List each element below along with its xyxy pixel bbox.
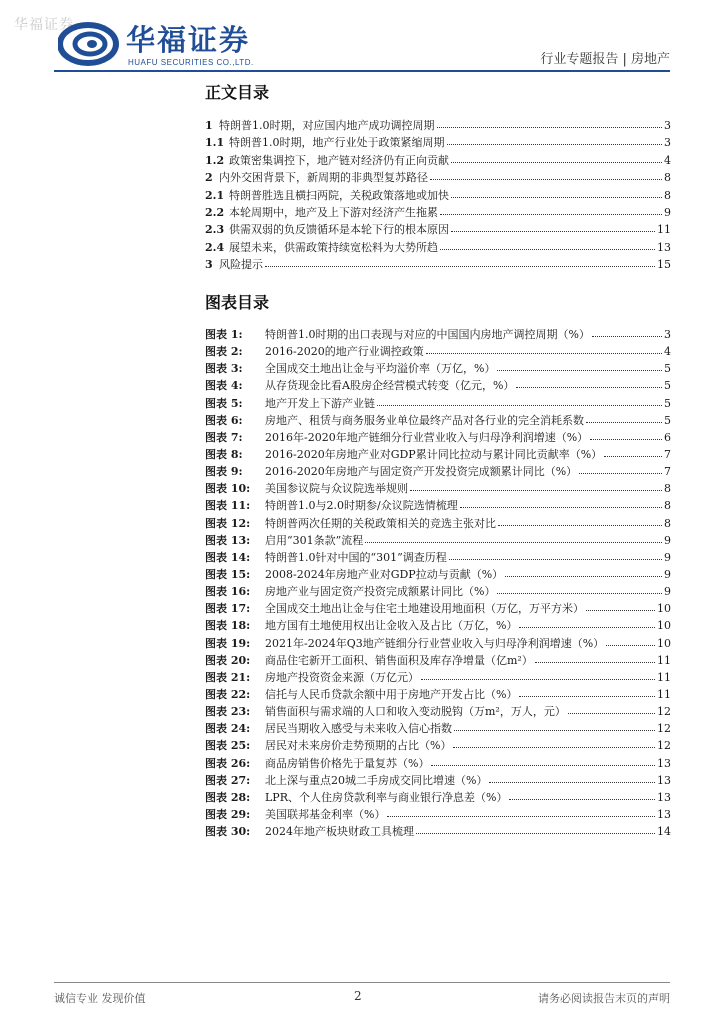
toc-entry-text: 内外交困背景下，新周期的非典型复苏路径 (219, 171, 428, 185)
figure-entry-page: 13 (657, 790, 671, 804)
brand-logo (58, 18, 278, 72)
watermark: 华福证券 (14, 17, 74, 33)
figure-list (205, 326, 671, 840)
dot-leader (519, 618, 655, 628)
dot-leader (421, 670, 655, 680)
figure-entry-text: 2016-2020的地产行业调控政策 (265, 345, 424, 359)
figure-entry-page: 8 (664, 499, 671, 513)
toc-entry-number: 3 (205, 258, 213, 272)
report-category: 行业专题报告 | 房地产 (540, 52, 670, 67)
figure-entry[interactable] (205, 497, 671, 514)
figure-entry-text: 特朗普两次任期的关税政策相关的竞选主张对比 (265, 516, 496, 530)
figure-entry-page: 10 (657, 619, 671, 633)
figure-entry[interactable] (205, 720, 671, 737)
figure-entry-text: 2008-2024年房地产业对GDP拉动与贡献（%） (265, 567, 504, 581)
figure-entry-page: 7 (664, 447, 671, 461)
toc-entry-number: 2.2 (205, 205, 225, 219)
figure-entry[interactable] (205, 583, 671, 600)
footer-slogan: 诚信专业 发现价值 (54, 992, 146, 1005)
figure-entry-text: 2016年-2020年地产链细分行业营业收入与归母净利润增速（%） (265, 430, 589, 444)
figure-entry[interactable] (205, 686, 671, 703)
toc-entry-number: 2 (205, 171, 213, 185)
figure-entry-page: 9 (664, 550, 671, 564)
figure-entry-text: LPR、个人住房贷款利率与商业银行净息差（%） (265, 790, 508, 804)
toc-entry[interactable] (205, 221, 671, 238)
figure-entry[interactable] (205, 360, 671, 377)
dot-leader (377, 396, 662, 406)
figure-entry-text: 信托与人民币贷款余额中用于房地产开发占比（%） (265, 687, 518, 701)
figure-entry[interactable] (205, 549, 671, 566)
figure-entry-text: 2016-2020年房地产业对GDP累计同比拉动与累计同比贡献率（%） (265, 447, 603, 461)
toc-entry-page: 13 (657, 240, 671, 254)
dot-leader (516, 378, 662, 388)
toc-entry-text: 供需双弱的负反馈循环是本轮下行的根本原因 (229, 223, 449, 237)
dot-leader (505, 567, 662, 577)
page-number: 2 (354, 989, 362, 1003)
figure-entry[interactable] (205, 395, 671, 412)
dot-leader (426, 344, 662, 354)
toc-entry-number: 2.1 (205, 188, 225, 202)
figure-entry[interactable] (205, 755, 671, 772)
figure-entry-label: 图表 7: (205, 430, 243, 444)
toc-entry-page: 3 (664, 136, 671, 150)
figure-entry-page: 5 (664, 362, 671, 376)
toc-entry[interactable] (205, 187, 671, 204)
toc-entry-number: 1.1 (205, 136, 225, 150)
toc-entry-text: 特朗普1.0时期，地产行业处于政策紧缩周期 (229, 136, 445, 150)
figure-entry-text: 全国成交土地出让金与住宅土地建设用地面积（万亿，万平方米） (265, 602, 584, 616)
figure-entry-text: 商品住宅新开工面积、销售面积及库存净增量（亿m²） (265, 653, 533, 667)
figure-entry-text: 启用“301条款”流程 (265, 533, 364, 547)
figure-entry[interactable] (205, 789, 671, 806)
figure-entry-page: 13 (657, 756, 671, 770)
dot-leader (604, 447, 662, 457)
figure-entry[interactable] (205, 823, 671, 840)
dot-leader (519, 687, 655, 697)
figure-entry-label: 图表 21: (205, 670, 251, 684)
figure-entry-label: 图表 11: (205, 499, 251, 513)
toc-entry[interactable] (205, 134, 671, 151)
figure-entry-label: 图表 13: (205, 533, 251, 547)
figure-entry-text: 特朗普1.0时期的出口表现与对应的中国国内房地产调控周期（%） (265, 328, 590, 341)
figure-entry-page: 8 (664, 482, 671, 496)
figure-entry-text: 地产开发上下游产业链 (265, 396, 375, 410)
figure-entry-text: 全国成交土地出让金与平均溢价率（万亿，%） (265, 362, 496, 376)
figure-entry-label: 图表 28: (205, 790, 251, 804)
dot-leader (579, 464, 662, 474)
dot-leader (454, 721, 655, 731)
figure-entry[interactable] (205, 532, 671, 549)
toc-entry-number: 2.3 (205, 223, 225, 237)
figure-entry-page: 9 (664, 567, 671, 581)
figure-entry-label: 图表 2: (205, 345, 243, 359)
toc-entry-number: 1.2 (205, 153, 225, 167)
figure-entry[interactable] (205, 806, 671, 823)
figure-entry-text: 地方国有土地使用权出让金收入及占比（万亿，%） (265, 619, 518, 633)
figure-entry-label: 图表 4: (205, 379, 243, 393)
figure-entry[interactable] (205, 617, 671, 634)
dot-leader (586, 413, 662, 423)
figure-entry-label: 图表 26: (205, 756, 251, 770)
figure-entry-page: 9 (664, 585, 671, 599)
dot-leader (365, 533, 662, 543)
dot-leader (453, 738, 655, 748)
toc-entry-page: 15 (657, 258, 671, 272)
figure-entry[interactable] (205, 429, 671, 446)
logo-swirl-icon (58, 18, 120, 68)
toc-entry-text: 特朗普胜选且横扫两院，关税政策落地或加快 (229, 188, 449, 202)
toc-entry-number: 2.4 (205, 240, 225, 254)
dot-leader (265, 257, 655, 267)
figure-entry[interactable] (205, 703, 671, 720)
figure-entry[interactable] (205, 566, 671, 583)
figure-entry[interactable] (205, 669, 671, 686)
figure-entry[interactable] (205, 326, 671, 343)
footer-divider (54, 982, 670, 983)
figure-entry-page: 4 (664, 345, 671, 359)
figure-entry-page: 11 (657, 670, 671, 684)
figure-entry-label: 图表 25: (205, 739, 251, 753)
dot-leader (460, 498, 662, 508)
figure-entry-text: 房地产业与固定资产投资完成额累计同比（%） (265, 585, 496, 599)
figure-entry-label: 图表 9: (205, 465, 243, 479)
dot-leader (592, 327, 662, 337)
figure-entry-text: 特朗普1.0针对中国的“301”调查历程 (265, 550, 447, 564)
figure-entry-label: 图表 29: (205, 807, 251, 821)
toc-entry-text: 特朗普1.0时期，对应国内地产成功调控周期 (219, 119, 435, 132)
figure-entry-page: 13 (657, 807, 671, 821)
dot-leader (440, 205, 662, 215)
dot-leader (387, 807, 655, 817)
figure-entry[interactable] (205, 772, 671, 789)
figure-entry-text: 房地产投资资金来源（万亿元） (265, 670, 419, 684)
dot-leader (451, 188, 662, 198)
figure-entry-label: 图表 30: (205, 825, 251, 839)
dot-leader (451, 222, 655, 232)
figure-entry[interactable] (205, 737, 671, 754)
toc-entry[interactable] (205, 169, 671, 186)
footer-disclaimer: 请务必阅读报告末页的声明 (538, 992, 670, 1005)
figure-entry-text: 商品房销售价格先于量复苏（%） (265, 756, 430, 770)
dot-leader (489, 773, 655, 783)
figure-entry-page: 12 (657, 722, 671, 736)
toc-entry-text: 政策密集调控下，地产链对经济仍有正向贡献 (229, 153, 449, 167)
figure-entry-label: 图表 3: (205, 362, 243, 376)
figure-entry[interactable] (205, 515, 671, 532)
figure-entry[interactable] (205, 600, 671, 617)
dot-leader (509, 790, 655, 800)
dot-leader (451, 153, 662, 163)
figure-entry-label: 图表 15: (205, 567, 251, 581)
toc-entry-number: 1 (205, 119, 213, 132)
brand-name-cn: 华福证券 (126, 23, 251, 57)
figure-entry-text: 2016-2020年房地产与固定资产开发投资完成额累计同比（%） (265, 465, 578, 479)
figure-entry-page: 3 (664, 328, 671, 341)
figure-entry-label: 图表 18: (205, 619, 251, 633)
dot-leader (497, 361, 662, 371)
toc-entry[interactable] (205, 239, 671, 256)
figure-entry-page: 13 (657, 773, 671, 787)
toc-list (205, 117, 671, 274)
figure-entry-page: 7 (664, 465, 671, 479)
toc-entry-page: 8 (664, 171, 671, 185)
figure-entry[interactable] (205, 635, 671, 652)
figure-entry-page: 14 (657, 825, 671, 839)
figure-entry-text: 2021年-2024年Q3地产链细分行业营业收入与归母净利润增速（%） (265, 636, 605, 650)
figure-entry-text: 房地产、租赁与商务服务业单位最终产品对各行业的完全消耗系数 (265, 413, 584, 427)
dot-leader (410, 481, 662, 491)
figure-entry-label: 图表 23: (205, 705, 251, 719)
dot-leader (431, 756, 655, 766)
figure-entry-text: 北上深与重点20城二手房成交同比增速（%） (265, 773, 488, 787)
dot-leader (590, 430, 662, 440)
toc-entry-page: 11 (657, 223, 671, 237)
dot-leader (440, 240, 655, 250)
figure-entry-text: 居民对未来房价走势预期的占比（%） (265, 739, 452, 753)
figure-entry-label: 图表 10: (205, 482, 251, 496)
figure-entry-label: 图表 8: (205, 447, 243, 461)
dot-leader (430, 170, 662, 180)
figure-entry-text: 美国联邦基金利率（%） (265, 807, 386, 821)
toc-entry[interactable] (205, 204, 671, 221)
toc-entry[interactable] (205, 256, 671, 273)
figure-entry[interactable] (205, 463, 671, 480)
toc-title: 正文目录 (205, 83, 270, 102)
figure-entry-text: 特朗普1.0与2.0时期参/众议院选情梳理 (265, 499, 458, 513)
figure-entry[interactable] (205, 412, 671, 429)
toc-entry[interactable] (205, 152, 671, 169)
figure-entry-label: 图表 5: (205, 396, 243, 410)
figure-entry[interactable] (205, 343, 671, 360)
figure-entry-page: 12 (657, 739, 671, 753)
dot-leader (497, 584, 662, 594)
header-divider (54, 70, 670, 72)
figure-entry-label: 图表 27: (205, 773, 251, 787)
toc-entry[interactable] (205, 117, 671, 134)
figure-entry-page: 5 (664, 396, 671, 410)
figure-entry-label: 图表 22: (205, 687, 251, 701)
figure-entry-page: 9 (664, 533, 671, 547)
figure-entry[interactable] (205, 446, 671, 463)
figure-entry-label: 图表 6: (205, 413, 243, 427)
figure-entry-text: 销售面积与需求端的人口和收入变动脱钩（万m²，万人，元） (265, 705, 566, 719)
toc-entry-text: 风险提示 (219, 258, 263, 272)
figure-entry-text: 美国参议院与众议院选举规则 (265, 482, 408, 496)
figure-entry-page: 6 (664, 430, 671, 444)
figure-entry[interactable] (205, 480, 671, 497)
toc-entry-page: 9 (664, 205, 671, 219)
figure-entry-label: 图表 20: (205, 653, 251, 667)
figure-entry-page: 5 (664, 413, 671, 427)
figure-entry-page: 10 (657, 602, 671, 616)
figure-entry-page: 5 (664, 379, 671, 393)
figure-entry-label: 图表 1: (205, 328, 243, 341)
toc-entry-page: 4 (664, 153, 671, 167)
dot-leader (568, 704, 655, 714)
dot-leader (416, 824, 655, 834)
dot-leader (606, 636, 655, 646)
figure-entry-text: 2024年地产板块财政工具梳理 (265, 825, 414, 839)
figure-entry-label: 图表 17: (205, 602, 251, 616)
figure-entry-text: 从存货现金比看A股房企经营模式转变（亿元，%） (265, 379, 515, 393)
figure-entry-page: 12 (657, 705, 671, 719)
figure-entry-label: 图表 14: (205, 550, 251, 564)
dot-leader (447, 135, 663, 145)
toc-entry-page: 8 (664, 188, 671, 202)
dot-leader (449, 550, 662, 560)
figure-list-title: 图表目录 (205, 293, 270, 312)
dot-leader (586, 601, 655, 611)
dot-leader (437, 118, 663, 128)
dot-leader (498, 516, 662, 526)
figure-entry-label: 图表 19: (205, 636, 251, 650)
figure-entry-page: 10 (657, 636, 671, 650)
toc-entry-page: 3 (664, 119, 671, 132)
figure-entry-label: 图表 12: (205, 516, 251, 530)
figure-entry-text: 居民当期收入感受与未来收入信心指数 (265, 722, 452, 736)
toc-entry-text: 展望未来，供需政策持续宽松料为大势所趋 (229, 240, 438, 254)
figure-entry-page: 11 (657, 687, 671, 701)
figure-entry[interactable] (205, 377, 671, 394)
brand-name-en: HUAFU SECURITIES CO.,LTD. (128, 58, 254, 67)
dot-leader (535, 653, 655, 663)
figure-entry[interactable] (205, 652, 671, 669)
toc-entry-text: 本轮周期中，地产及上下游对经济产生拖累 (229, 205, 438, 219)
figure-entry-page: 11 (657, 653, 671, 667)
figure-entry-label: 图表 24: (205, 722, 251, 736)
figure-entry-label: 图表 16: (205, 585, 251, 599)
figure-entry-page: 8 (664, 516, 671, 530)
